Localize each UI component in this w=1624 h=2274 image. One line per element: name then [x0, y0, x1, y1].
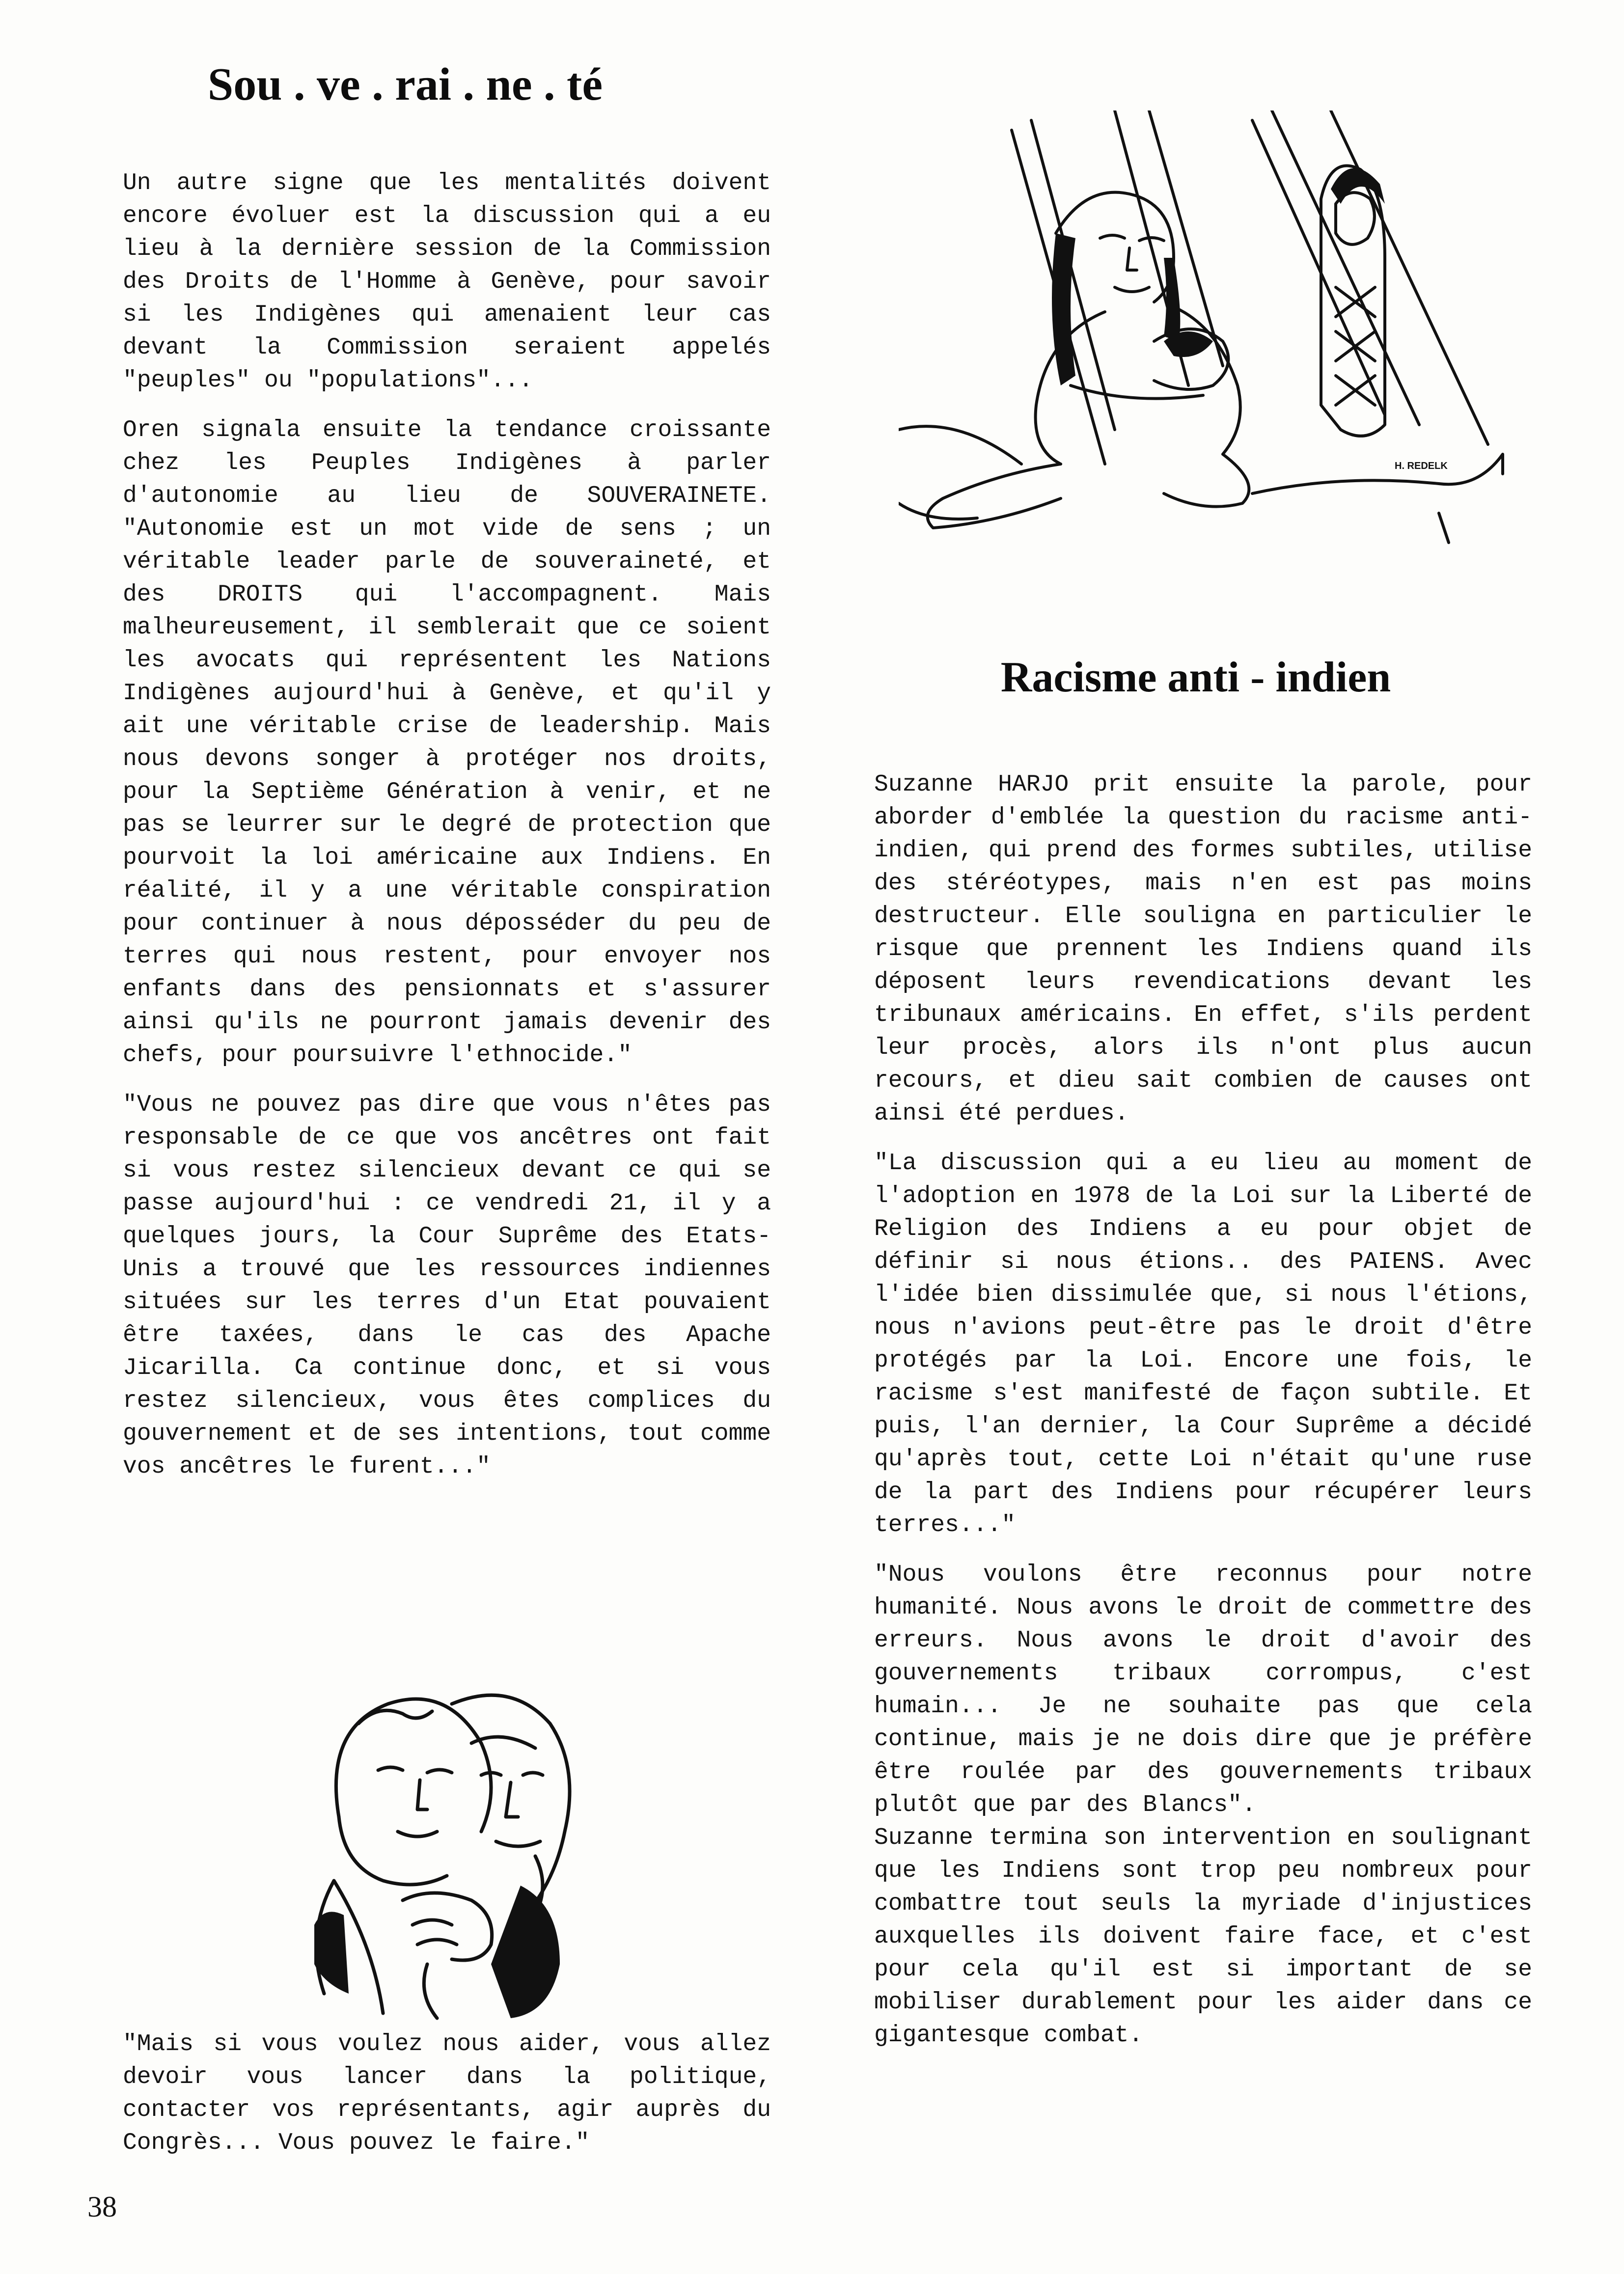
- paragraph-loi-religion: "La discussion qui a eu lieu au moment de l'adoption en 1978 de la Loi sur la Liberté de Religion des Indiens a eu pour objet de définir si nous étions.. des PAIENS. Avec l'idée bien dissimulée que, si nous l'étions, nous n'avions peut-être pas le droit d'être protégés par la Loi. Encore une fois, le racisme s'est manifesté de façon subtile. Et puis, l'an dernier, la Cour Suprême a décidé qu'après tout, cette Loi n'était qu'une ruse de la part des Indiens pour récupérer leurs terres...": [874, 1150, 1532, 1538]
- page-number: 38: [87, 2191, 117, 2223]
- paragraph-oren: Oren signala ensuite la tendance croissante chez les Peuples Indigènes à parler d'autonomie au lieu de SOUVERAINETE. "Autonomie est un mot vide de sens ; un véritable leader parle de souveraineté, et des DROITS qui l'accompagnent. Mais malheureusement, il semblerait que ce soient les avocats qui représentent les Nations Indigènes aujourd'hui à Genève, et qu'il y ait une véritable crise de leadership. Mais nous devons songer à protéger nos droits, pour la Septième Génération à venir, et ne pas se leurrer sur le degré de protection que pourvoit la loi américaine aux Indiens. En réalité, il y a une véritable conspiration pour continuer à nous déposséder du peu de terres qui nous restent, pour envoyer nos enfants dans des pensionnats et s'assurer ainsi qu'ils ne pourront jamais devenir des chefs, pour poursuivre l'ethnocide.": [123, 417, 771, 1069]
- paragraph-ancetres: "Vous ne pouvez pas dire que vous n'êtes pas responsable de ce que vos ancêtres ont fait si vous restez silencieux devant ce qui se passe aujourd'hui : ce vendredi 21, il y a quelques jours, la Cour Suprême des Etats-Unis a trouvé que les ressources indiennes situées sur les terres d'un Etat pouvaient être taxées, dans le cas des Apache Jicarilla. Ca continue donc, et si vous restez silencieux, vous êtes complices du gouvernement et de ses intentions, tout comme vos ancêtres le furent...": [123, 1092, 771, 1480]
- left-column-text-top: [123, 167, 771, 1483]
- child-elder-illustration: [304, 1670, 619, 2023]
- mother-cradleboard-illustration: [899, 110, 1517, 552]
- paragraph-humanite: "Nous voulons être reconnus pour notre humanité. Nous avons le droit de commettre des erreurs. Nous avons le droit d'avoir des gouvernements tribaux corrompus, c'est humain... Je ne souhaite pas que cela continue, mais je ne dois dire que je préfère être roulée par des gouvernements tribaux plutôt que par des Blancs".: [874, 1562, 1532, 1818]
- paragraph-conclusion: Suzanne termina son intervention en soulignant que les Indiens sont trop peu nombreux pour combattre tout seuls la myriade d'injustices auxquelles ils doivent faire face, et c'est pour cela qu'il est si important de se mobiliser durablement pour les aider dans ce gigantesque combat.: [874, 1825, 1532, 2049]
- right-column-text: [874, 768, 1532, 2052]
- illustration-signature: H. REDELK: [1395, 461, 1448, 471]
- paragraph-aider: "Mais si vous voulez nous aider, vous allez devoir vous lancer dans la politique, contacter vos représentants, agir auprès du Congrès... Vous pouvez le faire.": [123, 2031, 771, 2156]
- section-title-souverainete: Sou . ve . rai . ne . té: [207, 59, 603, 110]
- left-column-text-bottom: [123, 2028, 771, 2160]
- paragraph-harjo: Suzanne HARJO prit ensuite la parole, pour aborder d'emblée la question du racisme anti-indien, qui prend des formes subtiles, utilise des stéréotypes, mais n'en est pas moins destructeur. Elle souligna en particulier le risque que prennent les Indiens quand ils déposent leurs revendications devant les tribunaux américains. En effet, s'ils perdent leur procès, alors ils n'ont plus aucun recours, et dieu sait combien de causes ont ainsi été perdues.: [874, 771, 1532, 1127]
- section-title-racisme: Racisme anti - indien: [1000, 654, 1391, 701]
- paragraph-mentalites: Un autre signe que les mentalités doivent encore évoluer est la discussion qui a eu lieu à la dernière session de la Commission des Droits de l'Homme à Genève, pour savoir si les Indigènes qui amenaient leur cas devant la Commission seraient appelés "peuples" ou "populations"...: [123, 170, 771, 394]
